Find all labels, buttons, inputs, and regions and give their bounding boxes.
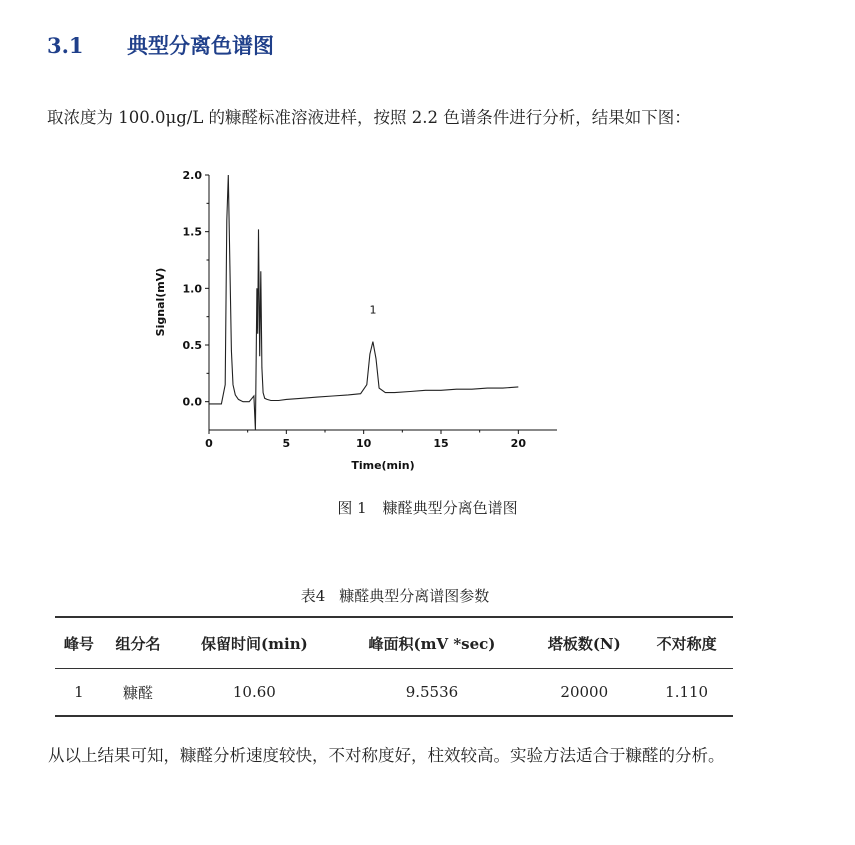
x-tick-label: 15 [433,437,449,450]
header-peak-number: 峰号 [55,617,103,669]
table-header-row [55,617,733,669]
cell-retention-time: 10.60 [232,683,276,701]
x-axis-label: Time(min) [351,459,415,472]
table-caption-text: 糠醛典型分离谱图参数 [339,587,490,605]
section-number: 3.1 [47,33,84,58]
figure-caption [0,497,855,518]
intro-paragraph: 取浓度为 100.0μg/L 的糠醛标准溶液进样，按照 2.2 色谱条件进行分析，结果如下图： [47,108,691,127]
cell-asymmetry: 1.110 [665,683,709,701]
chromatogram-chart [150,160,570,485]
y-tick-label: 1.5 [182,225,202,239]
y-tick-label: 2.0 [182,169,202,182]
section-title: 典型分离色谱图 [127,33,274,58]
table-row [55,669,733,717]
chart-tick-labels [183,169,527,450]
chart-peak-labels [369,304,376,317]
chart-ticks [205,175,518,434]
header-retention-time: 保留时间(min) [173,617,335,669]
cell-peak-number: 1 [74,683,84,701]
cell-peak-area: 9.5536 [405,683,459,701]
peak-label: 1 [369,303,377,317]
y-axis-label: Signal(mV) [154,267,167,337]
chromatogram-trace [209,175,518,430]
figure-caption-text: 糠醛典型分离色谱图 [382,499,518,517]
cell-plate-number: 20000 [560,683,609,701]
y-tick-label: 0.0 [182,395,202,409]
x-tick-label: 0 [205,437,213,450]
header-asymmetry: 不对称度 [640,617,733,669]
header-plate-number: 塔板数(N) [528,617,640,669]
figure-label: 图 1 [337,499,367,517]
conclusion-paragraph: 从以上结果可知，糠醛分析速度较快，不对称度好，柱效较高。实验方法适合于糠醛的分析。 [48,746,725,765]
table-label: 表4 [300,587,326,605]
section-heading [47,30,274,60]
table-caption [0,585,790,606]
cell-component: 糠醛 [122,683,153,702]
header-component: 组分名 [103,617,173,669]
header-peak-area: 峰面积(mV *sec) [336,617,529,669]
x-tick-label: 20 [510,437,526,450]
x-tick-label: 10 [356,437,372,450]
peak-parameters-table [55,616,733,717]
y-tick-label: 0.5 [182,339,202,352]
x-tick-label: 5 [282,437,291,450]
y-tick-label: 1.0 [182,282,202,296]
